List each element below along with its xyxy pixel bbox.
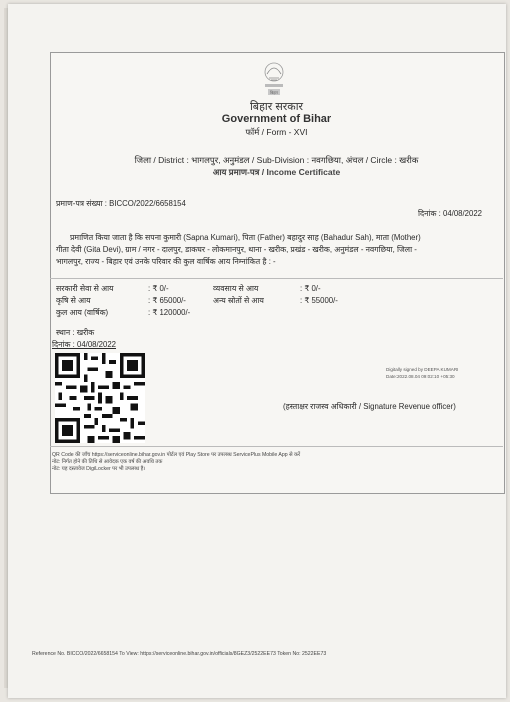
footer-note-2: नोट: निर्गत होने की तिथि से आवेदक एक वर्ष की अवधि तक <box>52 459 163 465</box>
agri-income-value: : ₹ 65000/- <box>148 296 186 305</box>
business-income-label: व्यवसाय से आय <box>213 284 259 293</box>
certificate-title: आय प्रमाण-पत्र / Income Certificate <box>212 167 341 177</box>
income-divider <box>50 278 503 279</box>
form-number: फॉर्म / Form - XVI <box>245 127 308 137</box>
govt-income-value: : ₹ 0/- <box>148 284 169 293</box>
body-line-1: प्रमाणित किया जाता है कि सपना कुमारी (Sapna Kumari), पिता (Father) बहादुर साह (Bahadur Sah), माता (Mother) <box>70 233 421 242</box>
total-income-label: कुल आय (वार्षिक) <box>56 308 109 317</box>
other-income-value: : ₹ 55000/- <box>300 296 338 305</box>
body-line-3: भागलपुर, राज्य - बिहार एवं उनके परिवार की कुल वार्षिक आय निम्नांकित है : - <box>56 257 276 266</box>
signature-officer: (हस्ताक्षर राजस्व अधिकारी / Signature Revenue officer) <box>283 402 456 411</box>
body-line-2: गीता देवी (Gita Devi), ग्राम / नगर - दालपुर, डाकघर - लोकमानपुर, थाना - खरीक, प्रखंड - खरीक, अनुमंडल - नवगछिया, जिला - <box>56 245 417 254</box>
reference-line: Reference No. BICCO/2022/6658154 To View: https://serviceonline.bihar.gov.in/officials/8GEZ3/2522EE73 Token No: 2522EE73 <box>32 651 327 657</box>
total-income-value: : ₹ 120000/- <box>148 308 191 317</box>
business-income-value: : ₹ 0/- <box>300 284 321 293</box>
state-name-hindi: बिहार सरकार <box>249 101 304 113</box>
state-name-english: Government of Bihar <box>221 113 332 125</box>
agri-income-label: कृषि से आय <box>56 296 91 305</box>
location-line: जिला / District : भागलपुर, अनुमंडल / Sub-Division : नवगछिया, अंचल / Circle : खरीक <box>134 155 419 165</box>
digital-sign-date: Date:2022.08.04 09:02:10 +05:30 <box>386 374 455 379</box>
certificate-date: दिनांक : 04/08/2022 <box>418 209 483 218</box>
other-income-label: अन्य स्रोतों से आय <box>213 296 264 305</box>
bihar-emblem-icon <box>259 60 289 98</box>
qr-code <box>55 352 145 444</box>
footer-divider <box>50 446 503 447</box>
emblem-label: बिहार <box>269 90 279 95</box>
certificate-number: प्रमाण-पत्र संख्या : BICCO/2022/6658154 <box>56 199 186 208</box>
govt-income-label: सरकारी सेवा से आय <box>56 284 114 293</box>
digital-sign-name: Digitally signed by DEEPA KUMARI <box>386 367 459 372</box>
footer-note-1: QR Code की जाँच https://serviceonline.bihar.gov.in पोर्टल एवं Play Store पर उपलब्ध ServicePlus Mobile App से करें <box>52 452 301 458</box>
place-date: दिनांक : 04/08/2022 <box>52 340 117 349</box>
place: स्थान : खरीक <box>56 328 95 337</box>
footer-note-3: नोट: यह दस्तावेज DigiLocker पर भी उपलब्ध है। <box>52 466 146 472</box>
